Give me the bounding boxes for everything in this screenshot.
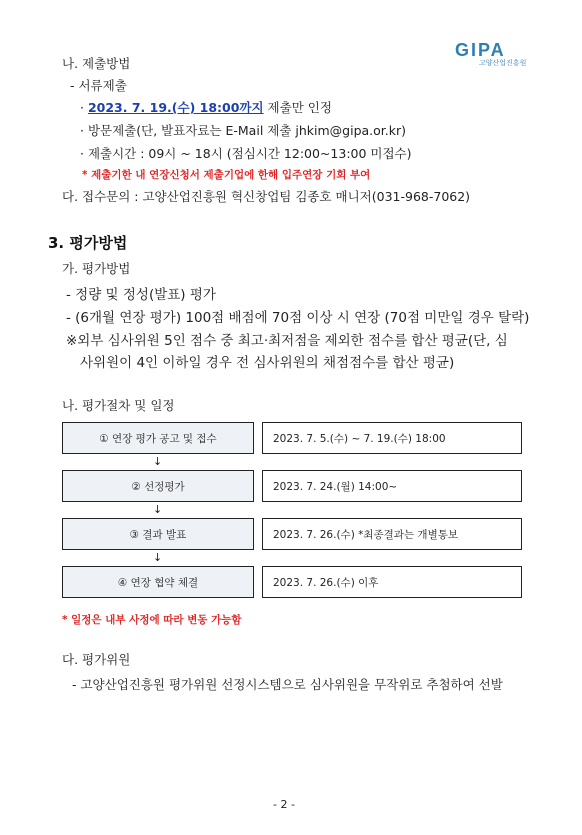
step-4-label: ④ 연장 협약 체결 — [62, 566, 254, 598]
contact-line: 다. 접수문의 : 고양산업진흥원 혁신창업팀 김종호 매니저(031-968-7062) — [62, 189, 471, 204]
section-title: 3. 평가방법 — [48, 234, 128, 252]
step-2-label: ② 선정평가 — [62, 470, 254, 502]
eval-method-heading: 가. 평가방법 — [62, 261, 131, 276]
submit-note: * 제출기한 내 연장신청서 제출기업에 한해 입주연장 기회 부여 — [82, 169, 371, 181]
eval-item-1: - 정량 및 정성(발표) 평가 — [66, 287, 216, 303]
eval-item-2: - (6개월 연장 평가) 100점 배점에 70점 이상 시 연장 (70점 미만일 경우 탈락) — [66, 310, 530, 326]
deadline-suffix: 제출만 인정 — [263, 100, 332, 115]
svg-text:GIPA: GIPA — [455, 40, 506, 60]
deadline-highlight: 2023. 7. 19.(수) 18:00까지 — [87, 100, 264, 115]
deadline-line — [80, 98, 332, 116]
arrow-down-icon: ↓ — [153, 455, 163, 468]
step-1-label: ① 연장 평가 공고 및 접수 — [62, 422, 254, 454]
bullet: · — [80, 100, 88, 115]
submit-heading: 나. 제출방법 — [62, 56, 131, 71]
visit-submit-line: · 방문제출(단, 발표자료는 E-Mail 제출 jhkim@gipa.or.kr) — [80, 123, 407, 138]
doc-submit-label: - 서류제출 — [70, 78, 127, 93]
schedule-note: * 일정은 내부 사정에 따라 변동 가능함 — [62, 614, 242, 626]
arrow-down-icon: ↓ — [153, 503, 163, 516]
step-1-date: 2023. 7. 5.(수) ~ 7. 19.(수) 18:00 — [262, 422, 522, 454]
step-3-label: ③ 결과 발표 — [62, 518, 254, 550]
committee-heading: 다. 평가위원 — [62, 652, 131, 667]
arrow-down-icon: ↓ — [153, 551, 163, 564]
eval-note-line-1: ※외부 심사위원 5인 점수 중 최고·최저점을 제외한 점수를 합산 평균(단, 심 — [66, 333, 508, 349]
eval-note-line-2: 사위원이 4인 이하일 경우 전 심사위원의 채점점수를 합산 평균) — [80, 355, 455, 371]
step-3-date: 2023. 7. 26.(수) *최종결과는 개별통보 — [262, 518, 522, 550]
submit-hours-line: · 제출시간 : 09시 ~ 18시 (점심시간 12:00~13:00 미접수) — [80, 146, 412, 161]
step-2-date: 2023. 7. 24.(월) 14:00~ — [262, 470, 522, 502]
svg-text:고양산업진흥원: 고양산업진흥원 — [479, 59, 527, 66]
committee-text: - 고양산업진흥원 평가위원 선정시스템으로 심사위원을 무작위로 추첨하여 선발 — [72, 677, 503, 692]
page-number: - 2 - — [273, 798, 295, 811]
step-4-date: 2023. 7. 26.(수) 이후 — [262, 566, 522, 598]
eval-schedule-heading: 나. 평가절차 및 일정 — [62, 398, 175, 413]
gipa-logo — [455, 40, 535, 66]
